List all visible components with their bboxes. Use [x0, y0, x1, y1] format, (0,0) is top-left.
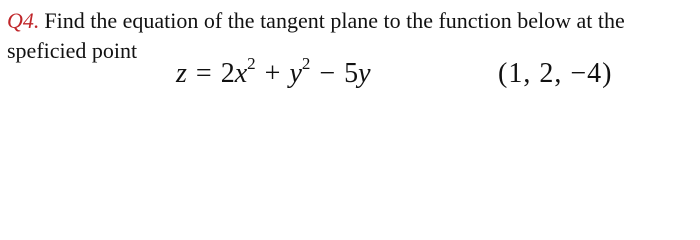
minus-sign: −	[319, 58, 336, 89]
function-equation	[176, 54, 371, 91]
term1-exponent: 2	[247, 54, 256, 73]
equation-lhs: z	[176, 58, 187, 89]
plus-sign: +	[264, 58, 281, 89]
term1-variable: x	[234, 58, 248, 89]
term2-exponent: 2	[301, 54, 311, 73]
term3-variable: y	[358, 58, 371, 89]
term2-variable: y	[289, 58, 302, 89]
term3-coefficient: 5	[344, 58, 359, 89]
term1-coefficient: 2	[220, 58, 235, 89]
specified-point: (1, 2, −4)	[498, 58, 613, 89]
question-prompt-line-2: speficied point	[7, 38, 138, 63]
question-prompt-line-1: Find the equation of the tangent plane to the function below at the	[44, 8, 625, 33]
question-number: Q4.	[7, 8, 40, 33]
question-text-line-1	[7, 8, 625, 34]
equals-sign: =	[195, 58, 212, 89]
